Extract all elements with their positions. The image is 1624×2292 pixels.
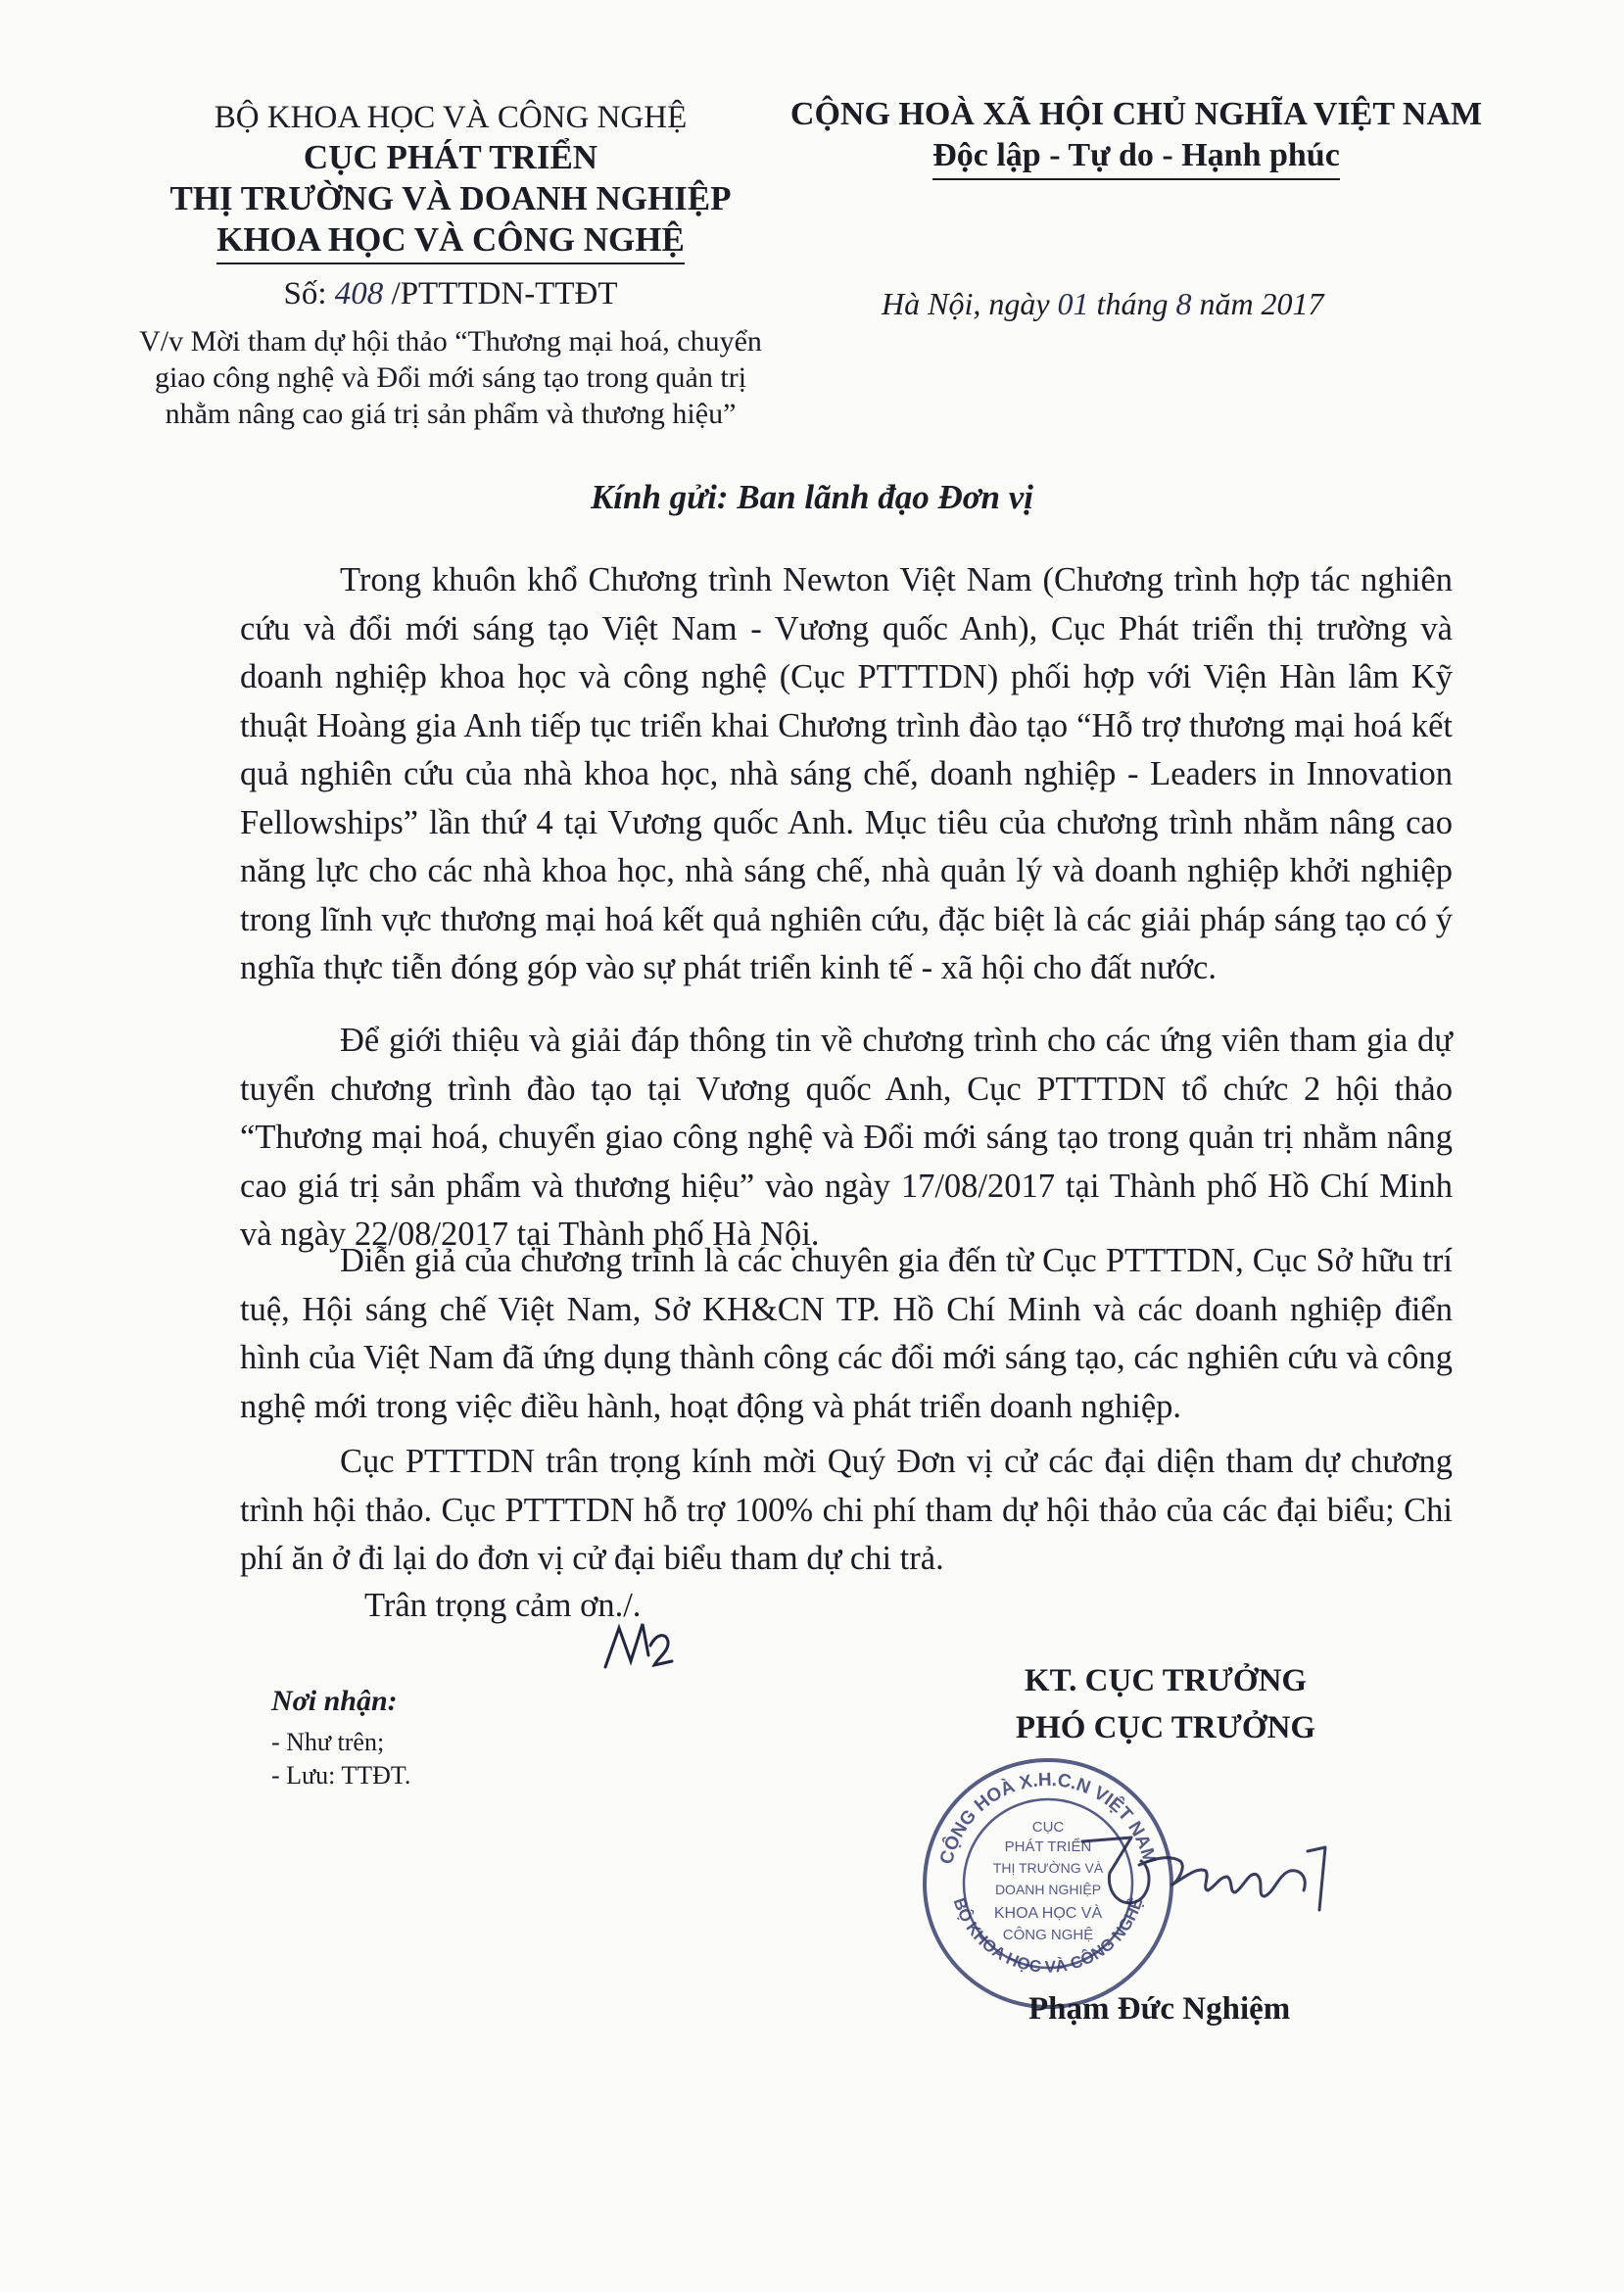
stamp-line: CỤC — [1031, 1819, 1065, 1836]
signer-title-line1: KT. CỤC TRƯỞNG — [1024, 1663, 1308, 1698]
stamp-line: PHÁT TRIỂN — [1004, 1838, 1092, 1855]
closing-line: Trân trọng cảm ơn./. — [364, 1587, 642, 1624]
number-prefix: Số: — [283, 276, 327, 311]
stamp-line: DOANH NGHIỆP — [994, 1882, 1102, 1897]
date-month: 8 — [1175, 286, 1192, 321]
signer-title-line2: PHÓ CỤC TRƯỞNG — [1015, 1710, 1316, 1745]
subject-line2: giao công nghệ và Đổi mới sáng tạo trong quản trị — [154, 361, 747, 394]
signer-name: Phạm Đức Nghiệm — [1028, 1991, 1291, 2027]
date-month-label: tháng — [1096, 286, 1169, 321]
subject-block — [118, 323, 784, 432]
number-handwritten: 408 — [334, 276, 384, 311]
country-name: CỘNG HOÀ XÃ HỘI CHỦ NGHĨA VIỆT NAM — [789, 96, 1483, 132]
date-prefix: Hà Nội, ngày — [882, 286, 1050, 321]
handwritten-signature — [1063, 1802, 1357, 1939]
agency-name-line3: KHOA HỌC VÀ CÔNG NGHỆ — [216, 219, 685, 264]
issuing-agency-block — [127, 98, 774, 264]
national-motto: Độc lập - Tự do - Hạnh phúc — [932, 135, 1340, 180]
paragraph-3: Diễn giả của chương trình là các chuyên gia đến từ Cục PTTTDN, Cục Sở hữu trí tuệ, Hội sáng chế Việt Nam, Sở KH&CN TP. Hồ Chí Minh và các doanh nghiệp điển hình của Việt Nam đã ứng dụng thành công các đổi mới sáng tạo, các nghiên cứu và công nghệ mới trong việc điều hành, hoạt động và phát triển doanh nghiệp. — [240, 1242, 1453, 1425]
recipient-item: - Lưu: TTĐT. — [271, 1761, 411, 1790]
national-header — [784, 94, 1489, 180]
date-year: năm 2017 — [1199, 286, 1324, 321]
agency-name-line2: THỊ TRƯỜNG VÀ DOANH NGHIỆP — [169, 179, 732, 217]
date-day: 01 — [1057, 286, 1089, 321]
stamp-outer-text: CỘNG HOÀ X.H.C.N VIỆT NAM — [936, 1769, 1160, 1867]
paragraph-1: Trong khuôn khổ Chương trình Newton Việt Nam (Chương trình hợp tác nghiên cứu và đổi mới sáng tạo Việt Nam - Vương quốc Anh), Cục Phát triển thị trường và doanh nghiệp khoa học và công nghệ (Cục PTTTDN) phối hợp với Viện Hàn lâm Kỹ thuật Hoàng gia Anh tiếp tục triển khai Chương trình đào tạo “Hỗ trợ thương mại hoá kết quả nghiên cứu của nhà khoa học, nhà sáng chế, doanh nghiệp - Leaders in Innovation Fellowships” lần thứ 4 tại Vương quốc Anh. Mục tiêu của chương trình nhằm nâng cao năng lực cho các nhà khoa học, nhà sáng chế, nhà quản lý và doanh nghiệp khởi nghiệp trong lĩnh vực thương mại hoá kết quả nghiên cứu, đặc biệt là các giải pháp sáng tạo có ý nghĩa thực tiễn đóng góp vào sự phát triển kinh tế - xã hội cho đất nước. — [240, 561, 1453, 986]
ministry-name: BỘ KHOA HỌC VÀ CÔNG NGHỆ — [214, 100, 688, 135]
stamp-line: KHOA HỌC VÀ — [993, 1905, 1103, 1922]
recipients-title: Nơi nhận: — [271, 1685, 398, 1717]
salutation: Kính gửi: Ban lãnh đạo Đơn vị — [590, 478, 1034, 516]
issue-date — [882, 286, 1450, 322]
stamp-line: CÔNG NGHỆ — [1002, 1927, 1094, 1943]
stamp-bottom-text: BỘ KHOA HỌC VÀ CÔNG NGHỆ — [949, 1895, 1147, 1977]
subject-line3: nhằm nâng cao giá trị sản phẩm và thương hiệu” — [165, 398, 737, 430]
document-number — [127, 276, 774, 312]
subject-line1: V/v Mời tham dự hội thảo “Thương mại hoá, chuyển — [139, 325, 762, 358]
paragraph-4: Cục PTTTDN trân trọng kính mời Quý Đơn vị cử các đại diện tham dự chương trình hội thảo. Cục PTTTDN hỗ trợ 100% chi phí tham dự hội thảo của các đại biểu; Chi phí ăn ở đi lại do đơn vị cử đại biểu tham dự chi trả. — [240, 1443, 1453, 1577]
number-suffix: /PTTTDN-TTĐT — [391, 276, 618, 311]
stamp-line: THỊ TRƯỜNG VÀ — [992, 1860, 1104, 1876]
paragraph-2: Để giới thiệu và giải đáp thông tin về chương trình cho các ứng viên tham gia dự tuyển chương trình đào tạo tại Vương quốc Anh, Cục PTTTDN tổ chức 2 hội thảo “Thương mại hoá, chuyển giao công nghệ và Đổi mới sáng tạo trong quản trị nhằm nâng cao giá trị sản phẩm và thương hiệu” vào ngày 17/08/2017 tại Thành phố Hồ Chí Minh và ngày 22/08/2017 tại Thành phố Hà Nội. — [240, 1022, 1453, 1253]
recipient-item: - Như trên; — [271, 1728, 385, 1756]
agency-name-line1: CỤC PHÁT TRIỂN — [303, 138, 598, 176]
handwritten-initial — [597, 1606, 676, 1685]
